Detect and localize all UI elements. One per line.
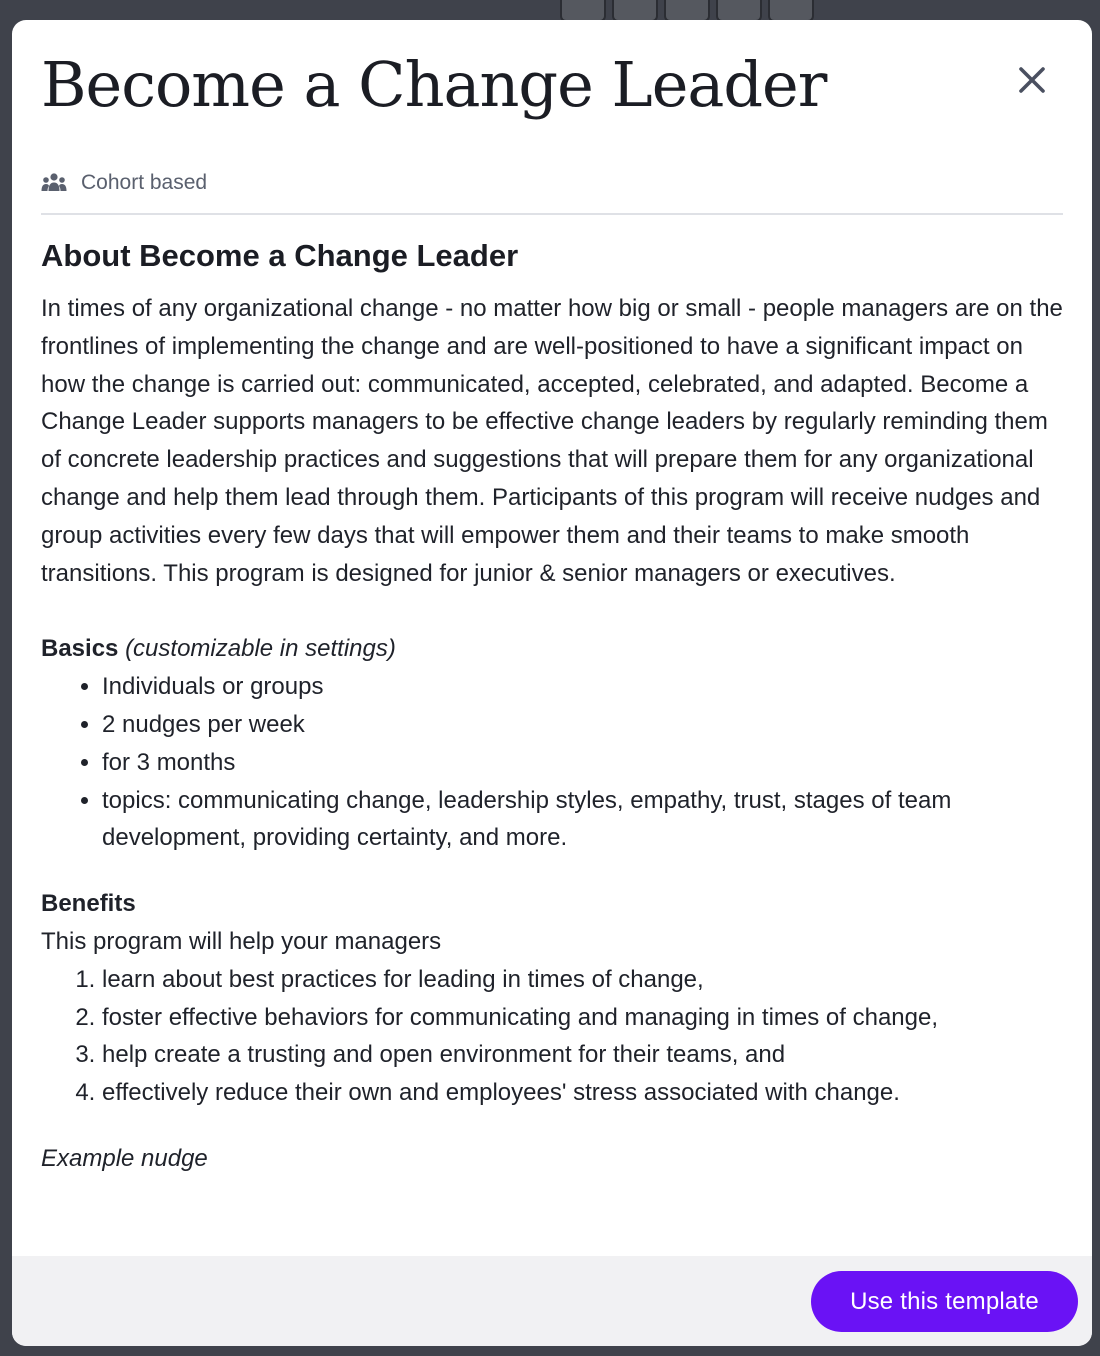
background-toolbar xyxy=(560,0,900,22)
list-item: • topics: communicating change, leadership styles, empathy, trust, stages of team development, providing certainty, and more. xyxy=(102,782,1071,858)
modal-content xyxy=(41,234,1071,1178)
basics-list xyxy=(41,668,1071,857)
template-modal xyxy=(12,20,1092,1346)
close-icon xyxy=(1017,65,1047,95)
background-tool-1 xyxy=(560,0,606,22)
list-item: 1. learn about best practices for leading in times of change, xyxy=(102,961,1071,999)
background-tool-3 xyxy=(664,0,710,22)
list-item: 2. foster effective behaviors for communicating and managing in times of change, xyxy=(102,999,1071,1037)
modal-title: Become a Change Leader xyxy=(41,48,827,121)
background-tool-5 xyxy=(768,0,814,22)
example-nudge-label: Example nudge xyxy=(41,1144,208,1172)
program-type-label: Cohort based xyxy=(81,171,208,194)
program-type xyxy=(41,170,207,196)
basics-title: Basics xyxy=(41,635,119,663)
basics-heading xyxy=(41,630,1071,668)
list-item: 4. effectively reduce their own and employees' stress associated with change. xyxy=(102,1074,1071,1112)
benefits-section xyxy=(41,885,1071,1112)
list-item: • for 3 months xyxy=(102,744,1071,782)
about-heading: About Become a Change Leader xyxy=(41,238,519,273)
background-tool-4 xyxy=(716,0,762,22)
people-group-icon xyxy=(41,172,67,194)
header-divider xyxy=(41,213,1063,215)
about-description: In times of any organizational change - no matter how big or small - people managers are on the frontlines of implementing the change and are well-positioned to have a significant impact on how the change is carried out: communicated, accepted, celebrated, and adapted. Become a Change Leader supports managers to be effective change leaders by regularly reminding them of concrete leadership practices and suggestions that will prepare them for any organizational change and help them lead through them. Participants of this program will receive nudges and group activities every few days that will empower them and their teams to make smooth transitions. This program is designed for junior & senior managers or executives. xyxy=(41,295,1063,587)
benefits-intro: This program will help your managers xyxy=(41,927,442,955)
close-button[interactable] xyxy=(1010,58,1054,102)
background-tool-2 xyxy=(612,0,658,22)
modal-footer xyxy=(12,1256,1092,1346)
basics-subtitle: (customizable in settings) xyxy=(125,635,396,663)
basics-section xyxy=(41,630,1071,857)
list-item: • 2 nudges per week xyxy=(102,706,1071,744)
list-item: 3. help create a trusting and open environment for their teams, and xyxy=(102,1036,1071,1074)
modal-header xyxy=(12,20,1092,150)
benefits-title: Benefits xyxy=(41,890,136,918)
benefits-list xyxy=(41,961,1071,1112)
list-item: • Individuals or groups xyxy=(102,668,1071,706)
use-template-button[interactable]: Use this template xyxy=(811,1271,1078,1332)
